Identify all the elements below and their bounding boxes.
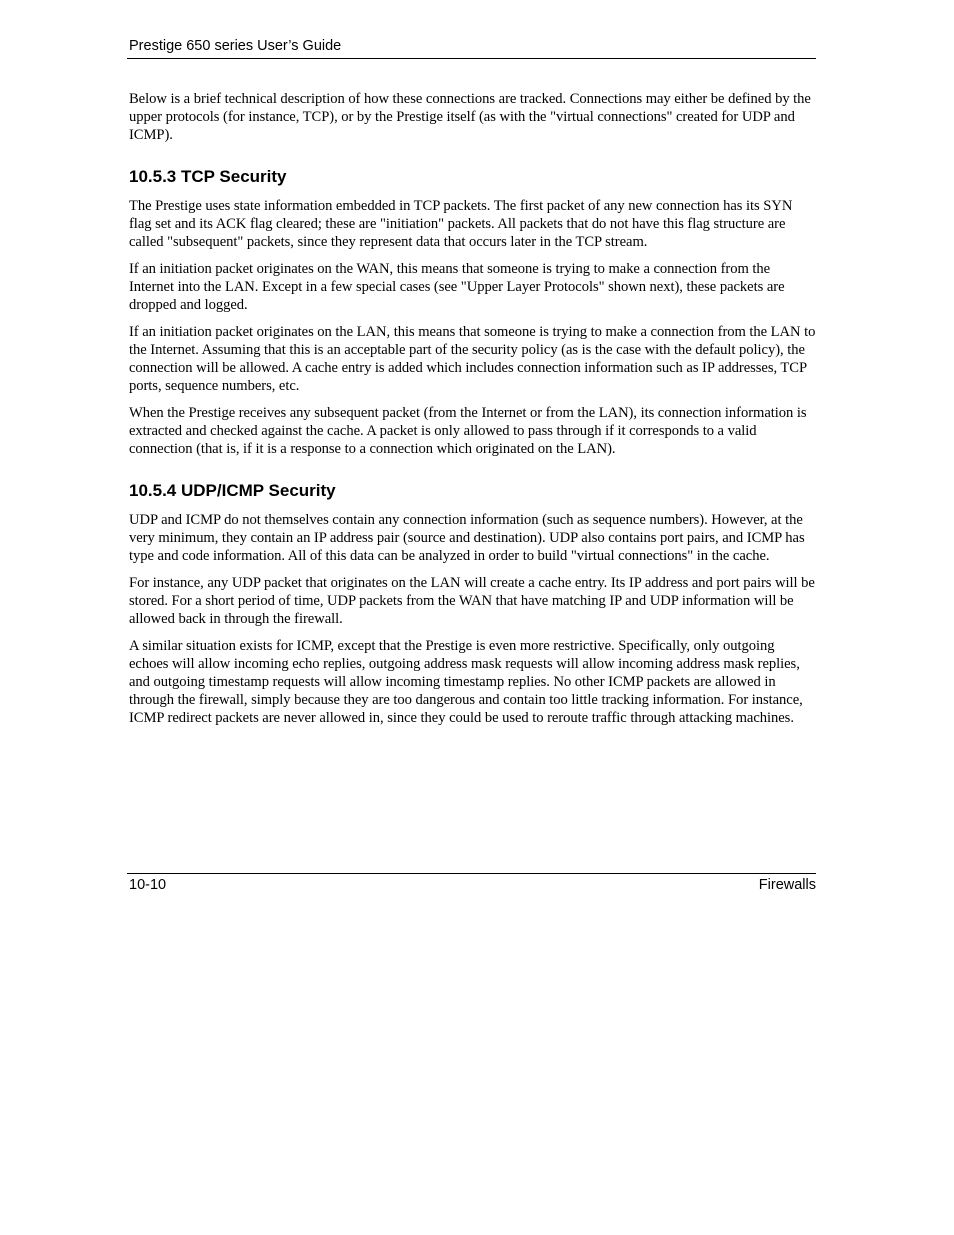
tcp-paragraph-2: If an initiation packet originates on the WAN, this means that someone is trying to make a connection from the Internet into the LAN. Except in a few special cases (see "Upper Layer Protocols" shown next), these packets are dropped and logged. bbox=[129, 261, 785, 313]
tcp-security-heading: 10.5.3 TCP Security bbox=[129, 167, 287, 186]
udp-paragraph-3: A similar situation exists for ICMP, except that the Prestige is even more restrictive. Specifically, only outgoing echoes will allow incoming echo replies, outgoing address mask requests will allow incoming address mask replies, and outgoing timestamp requests will allow incoming timestamp replies. No other ICMP packets are allowed in through the firewall, simply because they are too dangerous and contain too little tracking information. For instance, ICMP redirect packets are never allowed in, since they could be used to reroute traffic through attacking machines. bbox=[129, 638, 803, 726]
tcp-paragraph-4: When the Prestige receives any subsequent packet (from the Internet or from the LAN), its connection information is extracted and checked against the cache. A packet is only allowed to pass through if it corresponds to a valid connection (that is, if it is a response to a connection which originated on the LAN). bbox=[129, 405, 807, 457]
intro-paragraph: Below is a brief technical description of how these connections are tracked. Connections may either be defined by the upper protocols (for instance, TCP), or by the Prestige itself (as with the "virtual connections" created for UDP and ICMP). bbox=[129, 91, 811, 143]
udp-paragraph-1: UDP and ICMP do not themselves contain any connection information (such as sequence numbers). However, at the very minimum, they contain an IP address pair (source and destination). UDP also contains port pairs, and ICMP has type and code information. All of this data can be analyzed in order to build "virtual connections" in the cache. bbox=[129, 512, 805, 564]
footer-chapter-name: Firewalls bbox=[758, 877, 816, 893]
tcp-paragraph-1: The Prestige uses state information embedded in TCP packets. The first packet of any new connection has its SYN flag set and its ACK flag cleared; these are "initiation" packets. All packets that do not have this flag structure are called "subsequent" packets, since they represent data that occurs later in the TCP stream. bbox=[129, 198, 793, 250]
document-page bbox=[127, 0, 816, 1235]
running-header bbox=[127, 37, 816, 59]
udp-paragraph-2: For instance, any UDP packet that originates on the LAN will create a cache entry. Its IP address and port pairs will be stored. For a short period of time, UDP packets from the WAN that have matching IP and UDP information will be allowed back in through the firewall. bbox=[129, 575, 815, 627]
tcp-paragraph-3: If an initiation packet originates on the LAN, this means that someone is trying to make a connection from the LAN to the Internet. Assuming that this is an acceptable part of the security policy (as is the case with the default policy), the connection will be allowed. A cache entry is added which includes connection information such as IP addresses, TCP ports, sequence numbers, etc. bbox=[129, 324, 816, 394]
running-footer bbox=[127, 873, 816, 894]
udp-icmp-security-heading: 10.5.4 UDP/ICMP Security bbox=[129, 481, 336, 500]
page-body bbox=[129, 90, 817, 736]
header-title: Prestige 650 series User’s Guide bbox=[129, 38, 342, 54]
footer-page-number: 10-10 bbox=[129, 877, 167, 893]
